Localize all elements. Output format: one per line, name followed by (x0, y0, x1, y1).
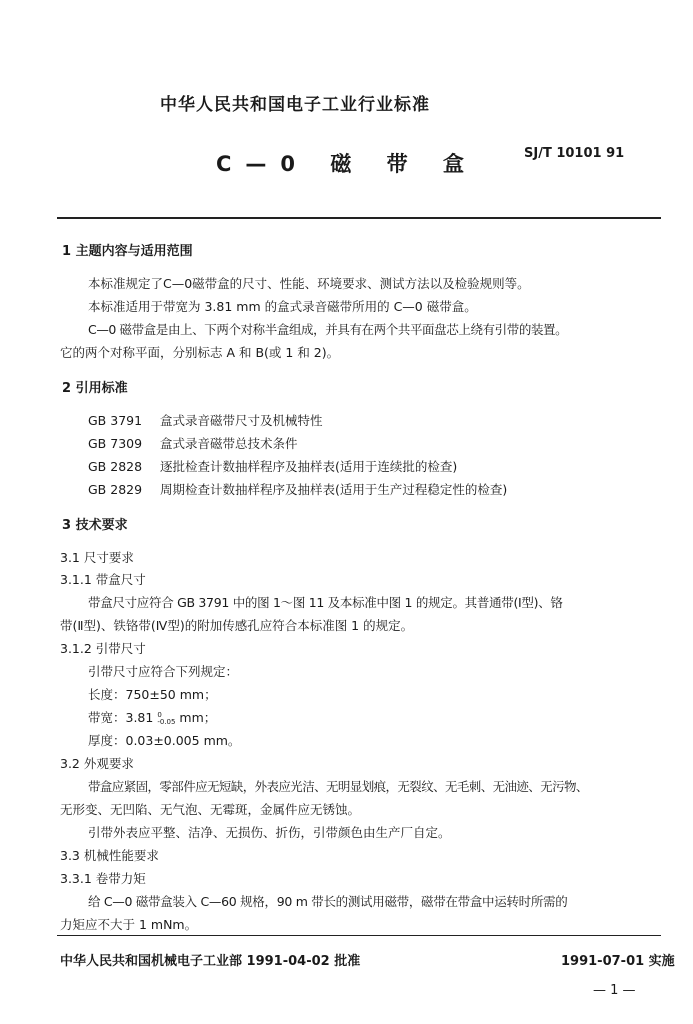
tolerance-lower: -0.05 (157, 717, 176, 726)
reference-item (88, 457, 457, 475)
section-3-2-line-3: 引带外表应平整、洁净、无损伤、折伤，引带颜色由生产厂自定。 (88, 825, 451, 840)
reference-title: 盒式录音磁带总技术条件 (160, 436, 298, 451)
section-3-1-heading: 3.1 尺寸要求 (60, 550, 134, 565)
section-3-heading: 3 技术要求 (62, 518, 128, 533)
section-3-1-1-line-1: 带盒尺寸应符合 GB 3791 中的图 1～图 11 及本标准中图 1 的规定。其普通带(Ⅰ型)、铬 (88, 595, 563, 610)
approval-statement: 中华人民共和国机械电子工业部 1991-04-02 批准 (60, 954, 361, 969)
reference-item (88, 480, 507, 498)
reference-title: 周期检查计数抽样程序及抽样表(适用于生产过程稳定性的检查) (160, 482, 508, 497)
section-1-paragraph-1: 本标准规定了C—0磁带盒的尺寸、性能、环境要求、测试方法以及检验规则等。 (88, 276, 530, 291)
section-3-2-heading: 3.2 外观要求 (60, 756, 134, 771)
reference-title: 盒式录音磁带尺寸及机械特性 (160, 413, 323, 428)
reference-code: GB 2828 (88, 459, 143, 474)
section-2-heading: 2 引用标准 (62, 381, 128, 396)
reference-code: GB 3791 (88, 413, 143, 428)
leader-width-tolerance (157, 712, 175, 726)
section-3-1-1-line-2: 带(Ⅱ型)、铁铬带(Ⅳ型)的附加传感孔应符合本标准图 1 的规定。 (60, 618, 414, 633)
section-3-1-1-heading: 3.1.1 带盒尺寸 (60, 572, 146, 587)
section-1-paragraph-3-line-2: 它的两个对称平面，分别标志 A 和 B(或 1 和 2)。 (60, 345, 340, 360)
leader-width-spec (88, 708, 216, 726)
section-3-3-heading: 3.3 机械性能要求 (60, 848, 159, 863)
leader-length-spec: 长度：750±50 mm； (88, 687, 217, 702)
section-3-2-line-1: 带盒应紧固，零部件应无短缺，外表应光洁、无明显划痕，无裂纹、无毛刺、无油迹、无污物、 (88, 779, 588, 794)
leader-width-value: 带宽：3.81 (88, 710, 158, 725)
footer-divider (57, 935, 661, 936)
section-3-3-1-line-1: 给 C—0 磁带盒装入 C—60 规格，90 m 带长的测试用磁带，磁带在带盒中运转时所需的 (88, 894, 568, 909)
reference-code: GB 7309 (88, 436, 143, 451)
section-3-2-line-2: 无形变、无凹陷、无气泡、无霉斑，金属件应无锈蚀。 (60, 802, 361, 817)
tolerance-upper: 0 (157, 710, 162, 719)
reference-item (88, 434, 298, 452)
section-1-paragraph-3-line-1: C—0 磁带盒是由上、下两个对称半盒组成，并具有在两个共平面盘芯上绕有引带的装置。 (88, 322, 568, 337)
section-3-3-1-heading: 3.3.1 卷带力矩 (60, 871, 146, 886)
section-3-1-2-heading: 3.1.2 引带尺寸 (60, 641, 146, 656)
reference-code: GB 2829 (88, 482, 143, 497)
document-title: C—0 磁 带 盒 (216, 152, 478, 176)
section-1-paragraph-2: 本标准适用于带宽为 3.81 mm 的盒式录音磁带所用的 C—0 磁带盒。 (88, 299, 477, 314)
issuing-organization: 中华人民共和国电子工业行业标准 (160, 95, 430, 115)
reference-title: 逐批检查计数抽样程序及抽样表(适用于连续批的检查) (160, 459, 458, 474)
leader-thickness-spec: 厚度：0.03±0.005 mm。 (88, 733, 241, 748)
effective-date: 1991-07-01 实施 (561, 954, 675, 969)
standard-number: SJ/T 10101 91 (524, 146, 625, 161)
section-1-heading: 1 主题内容与适用范围 (62, 244, 193, 259)
reference-item (88, 411, 323, 429)
header-divider (57, 217, 661, 219)
leader-width-unit: mm； (175, 710, 217, 725)
page-number: — 1 — (593, 983, 636, 998)
section-3-1-2-intro: 引带尺寸应符合下列规定： (88, 664, 239, 679)
section-3-3-1-line-2: 力矩应不大于 1 mNm。 (60, 917, 198, 932)
